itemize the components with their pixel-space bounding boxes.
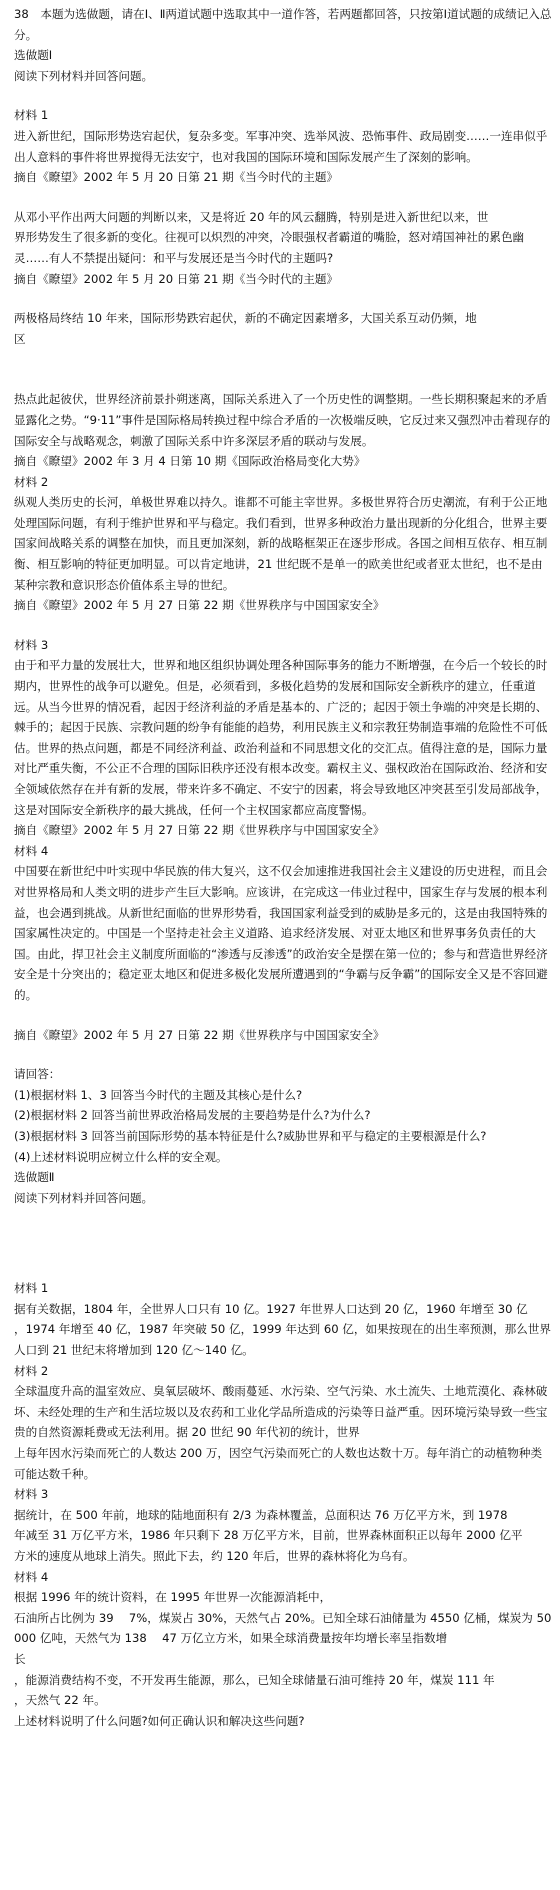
- p2-material3-line2: 年减至 31 万亿平方米，1986 年只剩下 28 万亿平方米，目前，世界森林面积正以每年 2000 亿平: [14, 1528, 523, 1543]
- p1-material3-text: 由于和平力量的发展壮大，世界和地区组织协调处理各种国际事务的能力不断增强，在今后一个较长的时期内，世界性的战争可以避免。但是，必须看到，多极化趋势的发展和国际安全新秩序的建立，任重道远。从当今世界的情况看，起因于经济利益的矛盾是基本的、广泛的；起因于领土争端的冲突是长期的、棘手的；起因于民族、宗教问题的纷争有能能的趋势，利用民族主义和宗教狂势制造事端的危险性不可低估。世界的热点问题，都是不同经济利益、政治利益和不同思想文化的交汇点。值得注意的是，国际力量对比严重失衡，不公正不合理的国际旧秩序还没有根本改变。霸权主义、强权政治在国际政治、经济和安全领域依然存在并有新的发展，带来许多不确定、不安宁的因素，将会导致地区冲突甚至引发局部战争，这是对国际安全新秩序的最大挑战，任何一个主权国家都应高度警惕。: [14, 658, 548, 817]
- p1-material1-label: 材料 1: [14, 108, 49, 123]
- option1-title: 选做题Ⅰ: [14, 48, 53, 63]
- option1-intro: 阅读下列材料并回答问题。: [14, 68, 154, 83]
- question-3: (3)根据材料 3 回答当前国际形势的基本特征是什么?威胁世界和平与稳定的主要根源是什么?: [14, 1128, 487, 1143]
- p2-material4-line5: ，天然气 22 年。: [14, 1693, 106, 1708]
- p2-material4-label: 材料 4: [14, 1569, 49, 1584]
- p2-material2-label: 材料 2: [14, 1363, 49, 1378]
- p2-material1-line1: 据有关数据，1804 年，全世界人口只有 10 亿。1927 年世界人口达到 20 亿，1960 年增至 30 亿: [14, 1301, 528, 1316]
- question-2: (2)根据材料 2 回答当前世界政治格局发展的主要趋势是什么?为什么?: [14, 1108, 371, 1123]
- p1-material1-source-b: 摘自《瞭望》2002 年 5 月 20 日第 21 期《当今时代的主题》: [14, 271, 339, 286]
- option2-intro: 阅读下列材料并回答问题。: [14, 1190, 154, 1205]
- p1-material1-para-c-line1: 两极格局终结 10 年来，国际形势跌宕起伏，新的不确定因素增多，大国关系互动仍频，地: [14, 311, 477, 326]
- p2-material2-line2: 上每年因水污染而死亡的人数达 200 万，因空气污染而死亡的人数也达数十万。每年消亡的动植物种类可能达数千种。: [14, 1446, 543, 1481]
- p1-material2-text: 纵观人类历史的长河，单极世界难以持久。谁都不可能主宰世界。多极世界符合历史潮流，有利于公正地处理国际问题，有利于维护世界和平与稳定。我们看到，世界多种政治力量出现新的分化组合，世界主要国家间战略关系的调整在加快，而且更加深刻，新的战略框架正在逐步形成。各国之间相互依存、相互制衡、相互影响的特征更加明显。可以肯定地讲，21 世纪既不是单一的欧美世纪或者亚太世纪，也不是由某种宗教和意识形态价值体系主导的世纪。: [14, 495, 548, 592]
- p1-material3-source: 摘自《瞭望》2002 年 5 月 27 日第 22 期《世界秩序与中国国家安全》: [14, 823, 385, 838]
- p1-material1-para-b-line1: 从邓小平作出两大问题的判断以来，又是将近 20 年的风云翻腾，特别是进入新世纪以来，世: [14, 209, 489, 224]
- p2-material3-label: 材料 3: [14, 1487, 49, 1502]
- p1-material1-para-c-line2: 区: [14, 331, 26, 346]
- p2-material4-line2: 石油所占比例为 39 7%，煤炭占 30%，天然气占 20%。已知全球石油储量为 4550 亿桶，煤炭为 50000 亿吨，天然气为 138 47 万亿立方米，如果全球消费量按年均增长率呈指数增: [14, 1610, 552, 1646]
- p1-material3-label: 材料 3: [14, 637, 49, 652]
- p1-material4-label: 材料 4: [14, 843, 49, 858]
- p2-material2-line1: 全球温度升高的温室效应、臭氧层破坏、酸雨蔓延、水污染、空气污染、水土流失、土地荒漠化、森林破坏、未经处理的生产和生活垃圾以及农药和工业化学品所造成的污染等日益严重。因环境污染导致一些宝贵的自然资源耗费或无法利用。据 20 世纪 90 年代初的统计，世界: [14, 1384, 548, 1440]
- p1-material1-para-a: 进入新世纪，国际形势迭宕起伏，复杂多变。军事冲突、选举风波、恐怖事件、政局剧变……一连串似乎出人意料的事件将世界搅得无法安宁，也对我国的国际环境和国际发展产生了深刻的影响。: [14, 128, 548, 164]
- p2-material1-line2: ，1974 年增至 40 亿，1987 年突破 50 亿，1999 年达到 60 亿，如果按现在的出生率预测，那么世界: [14, 1322, 551, 1337]
- p1-material1-para-d: 热点此起彼伏，世界经济前景扑朔迷离，国际关系进入了一个历史性的调整期。一些长期积聚起来的矛盾显露化之势。“9·11”事件是国际格局转换过程中综合矛盾的一次极端反映，它反过来又强烈冲击着现存的国际安全与战略观念，刺激了国际关系中许多深层矛盾的联动与发展。: [14, 392, 551, 448]
- option2-title: 选做题Ⅱ: [14, 1170, 55, 1185]
- p2-material4-line1: 根据 1996 年的统计资料，在 1995 年世界一次能源消耗中，: [14, 1590, 332, 1605]
- p1-material1-source-d: 摘自《瞭望》2002 年 3 月 4 日第 10 期《国际政治格局变化大势》: [14, 454, 366, 469]
- question-4: (4)上述材料说明应树立什么样的安全观。: [14, 1149, 228, 1164]
- p1-material4-text: 中国要在新世纪中叶实现中华民族的伟大复兴，这不仅会加速推进我国社会主义建设的历史进程，而且会对世界格局和人类文明的进步产生巨大影响。应该讲，在完成这一伟业过程中，国家生存与发展的根本利益，也会遇到挑战。从新世纪面临的世界形势看，我国国家利益受到的威胁是多元的，这是由我国特殊的国家属性决定的。中国是一个坚持走社会主义道路、追求经济发展、对亚太地区和世界事务负责任的大国。由此，捍卫社会主义制度所面临的“渗透与反渗透”的政治安全是摆在第一位的；参与和营造世界经济安全是十分突出的；稳定亚太地区和促进多极化发展所遭遇到的“争霸与反争霸”的国际安全又是不容回避的。: [14, 864, 548, 1002]
- p2-material3-line3: 方米的速度从地球上消失。照此下去，约 120 年后，世界的森林将化为乌有。: [14, 1549, 415, 1563]
- p1-material1-para-b-line2: 界形势发生了很多新的变化。往视可以炽烈的冲突，冷眼强权者霸道的嘴脸，怒对靖国神社的累色幽灵……有人不禁提出疑问：和平与发展还是当今时代的主题吗?: [14, 230, 525, 265]
- p1-material2-label: 材料 2: [14, 474, 49, 489]
- p2-material1-line3: 人口到 21 世纪末将增加到 120 亿～140 亿。: [14, 1343, 254, 1358]
- question-1: (1)根据材料 1、3 回答当今时代的主题及其核心是什么?: [14, 1087, 303, 1102]
- p2-material1-label: 材料 1: [14, 1281, 49, 1296]
- p1-material4-source: 摘自《瞭望》2002 年 5 月 27 日第 22 期《世界秩序与中国国家安全》: [14, 1027, 385, 1042]
- p1-material1-source-a: 摘自《瞭望》2002 年 5 月 20 日第 21 期《当今时代的主题》: [14, 170, 339, 185]
- final-question: 上述材料说明了什么问题?如何正确认识和解决这些问题?: [14, 1713, 305, 1728]
- ask-label: 请回答：: [14, 1067, 61, 1082]
- instruction-text: 38 本题为选做题，请在Ⅰ、Ⅱ两道试题中选取其中一道作答，若两题都回答，只按第Ⅰ道试题的成绩记入总分。: [14, 7, 552, 42]
- p1-material2-source: 摘自《瞭望》2002 年 5 月 27 日第 22 期《世界秩序与中国国家安全》: [14, 598, 385, 613]
- p2-material4-line3: 长: [14, 1651, 26, 1666]
- p2-material3-line1: 据统计，在 500 年前，地球的陆地面积有 2/3 为森林覆盖，总面积达 76 万亿平方米，到 1978: [14, 1507, 508, 1522]
- p2-material4-line4: ，能源消费结构不变，不开发再生能源，那么，已知全球储量石油可维持 20 年，煤炭 111 年: [14, 1672, 495, 1687]
